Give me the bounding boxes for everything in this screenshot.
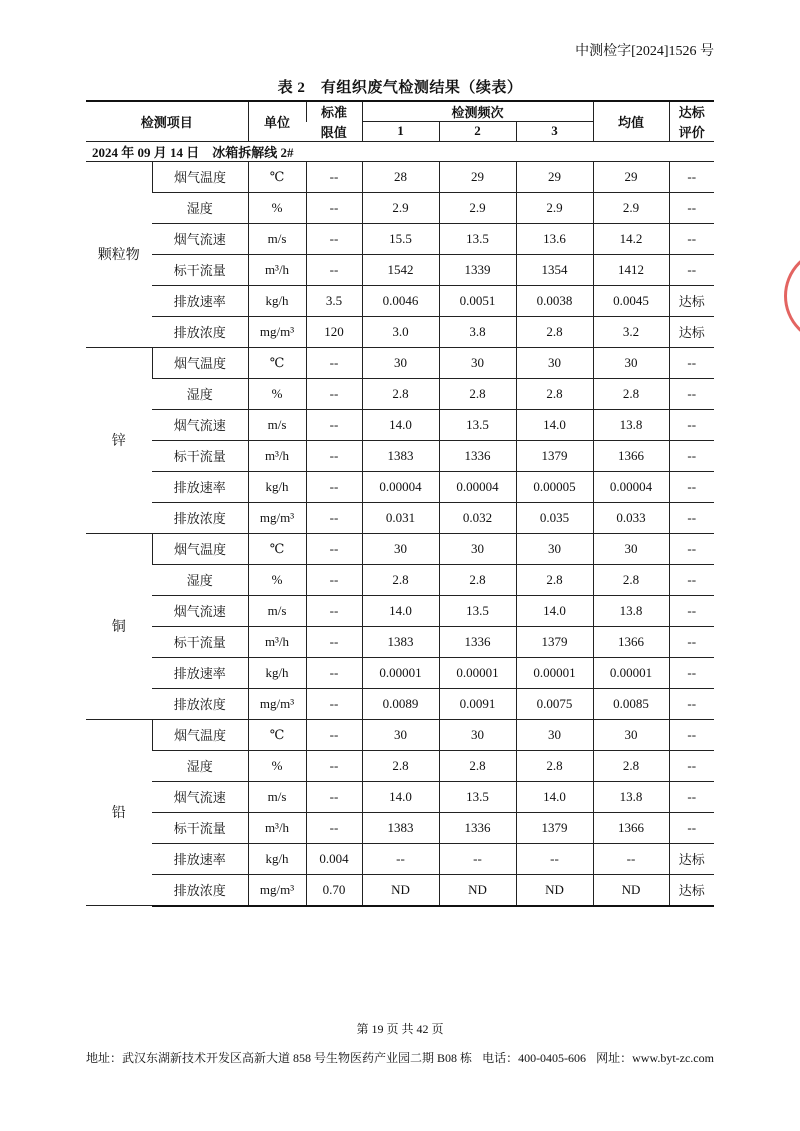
limit-cell: 0.70: [306, 874, 362, 906]
value-1-cell: 28: [362, 161, 439, 192]
table-row: [86, 843, 714, 874]
average-cell: 30: [593, 533, 669, 564]
unit-cell: m/s: [248, 595, 306, 626]
limit-cell: --: [306, 471, 362, 502]
average-cell: 13.8: [593, 595, 669, 626]
average-cell: 0.00001: [593, 657, 669, 688]
average-cell: 1366: [593, 626, 669, 657]
param-cell: 标干流量: [152, 812, 248, 843]
unit-cell: m³/h: [248, 812, 306, 843]
value-2-cell: 2.8: [439, 750, 516, 781]
unit-cell: kg/h: [248, 285, 306, 316]
evaluation-cell: --: [669, 502, 714, 533]
evaluation-cell: --: [669, 595, 714, 626]
pollutant-name: 铜: [86, 533, 152, 719]
average-cell: 13.8: [593, 781, 669, 812]
param-cell: 湿度: [152, 192, 248, 223]
value-3-cell: 2.9: [516, 192, 593, 223]
limit-cell: --: [306, 564, 362, 595]
param-cell: 烟气流速: [152, 409, 248, 440]
value-3-cell: 2.8: [516, 750, 593, 781]
unit-cell: ℃: [248, 719, 306, 750]
value-3-cell: 0.0075: [516, 688, 593, 719]
table-row: [86, 254, 714, 285]
value-1-cell: 0.031: [362, 502, 439, 533]
unit-cell: kg/h: [248, 843, 306, 874]
table-row: [86, 161, 714, 192]
table-row: [86, 192, 714, 223]
value-2-cell: 1336: [439, 812, 516, 843]
table-row: [86, 347, 714, 378]
value-3-cell: 1379: [516, 626, 593, 657]
header-eval-line2: 评价: [669, 122, 714, 142]
evaluation-cell: --: [669, 254, 714, 285]
limit-cell: --: [306, 192, 362, 223]
param-cell: 排放浓度: [152, 874, 248, 906]
value-3-cell: 0.00005: [516, 471, 593, 502]
unit-cell: m³/h: [248, 440, 306, 471]
evaluation-cell: --: [669, 657, 714, 688]
unit-cell: kg/h: [248, 471, 306, 502]
value-1-cell: 0.0046: [362, 285, 439, 316]
param-cell: 排放浓度: [152, 502, 248, 533]
table-row: [86, 874, 714, 906]
evaluation-cell: 达标: [669, 843, 714, 874]
unit-cell: m/s: [248, 781, 306, 812]
table-row: [86, 285, 714, 316]
page-number: 第 19 页 共 42 页: [356, 1022, 444, 1036]
limit-cell: --: [306, 254, 362, 285]
value-1-cell: 1383: [362, 812, 439, 843]
limit-cell: --: [306, 533, 362, 564]
param-cell: 排放速率: [152, 843, 248, 874]
limit-cell: --: [306, 502, 362, 533]
limit-cell: --: [306, 161, 362, 192]
evaluation-cell: 达标: [669, 285, 714, 316]
limit-cell: --: [306, 347, 362, 378]
unit-cell: %: [248, 378, 306, 409]
param-cell: 排放速率: [152, 657, 248, 688]
unit-cell: mg/m³: [248, 316, 306, 347]
param-cell: 烟气流速: [152, 781, 248, 812]
value-3-cell: 2.8: [516, 564, 593, 595]
unit-cell: m/s: [248, 223, 306, 254]
table-row: [86, 595, 714, 626]
value-3-cell: 30: [516, 347, 593, 378]
limit-cell: --: [306, 657, 362, 688]
table-row: [86, 564, 714, 595]
value-1-cell: 2.8: [362, 564, 439, 595]
average-cell: 2.8: [593, 378, 669, 409]
param-cell: 排放浓度: [152, 316, 248, 347]
value-3-cell: 2.8: [516, 316, 593, 347]
average-cell: 3.2: [593, 316, 669, 347]
value-1-cell: 0.0089: [362, 688, 439, 719]
value-1-cell: 14.0: [362, 409, 439, 440]
table-row: [86, 533, 714, 564]
param-cell: 标干流量: [152, 440, 248, 471]
value-3-cell: --: [516, 843, 593, 874]
param-cell: 排放速率: [152, 471, 248, 502]
table-row: [86, 440, 714, 471]
limit-cell: --: [306, 750, 362, 781]
average-cell: 1366: [593, 440, 669, 471]
limit-cell: --: [306, 223, 362, 254]
evaluation-cell: --: [669, 781, 714, 812]
header-eval-line1: 达标: [669, 101, 714, 122]
table-title: 表 2 有组织废气检测结果（续表）: [277, 80, 523, 96]
unit-cell: %: [248, 192, 306, 223]
evaluation-cell: 达标: [669, 874, 714, 906]
average-cell: 0.033: [593, 502, 669, 533]
param-cell: 湿度: [152, 750, 248, 781]
value-2-cell: 30: [439, 347, 516, 378]
evaluation-cell: --: [669, 626, 714, 657]
table-row: [86, 657, 714, 688]
value-2-cell: 30: [439, 533, 516, 564]
average-cell: 2.8: [593, 750, 669, 781]
average-cell: 1366: [593, 812, 669, 843]
table-row: [86, 688, 714, 719]
param-cell: 排放速率: [152, 285, 248, 316]
param-cell: 标干流量: [152, 254, 248, 285]
sampling-date-line: 2024 年 09 月 14 日 冰箱拆解线 2#: [86, 141, 714, 161]
value-1-cell: 1542: [362, 254, 439, 285]
evaluation-cell: --: [669, 719, 714, 750]
value-3-cell: 1379: [516, 440, 593, 471]
param-cell: 烟气温度: [152, 161, 248, 192]
limit-cell: --: [306, 626, 362, 657]
value-2-cell: 3.8: [439, 316, 516, 347]
value-1-cell: 30: [362, 719, 439, 750]
value-2-cell: 1336: [439, 626, 516, 657]
value-1-cell: 2.9: [362, 192, 439, 223]
value-2-cell: 1339: [439, 254, 516, 285]
table-row: [86, 409, 714, 440]
param-cell: 烟气流速: [152, 595, 248, 626]
value-1-cell: 14.0: [362, 595, 439, 626]
value-3-cell: 29: [516, 161, 593, 192]
table-row: [86, 781, 714, 812]
evaluation-cell: --: [669, 409, 714, 440]
value-1-cell: ND: [362, 874, 439, 906]
average-cell: 29: [593, 161, 669, 192]
header-limit-line2: 限值: [306, 122, 362, 142]
footer-contact: [86, 1049, 714, 1066]
value-2-cell: 13.5: [439, 595, 516, 626]
unit-cell: mg/m³: [248, 502, 306, 533]
average-cell: ND: [593, 874, 669, 906]
header-freq-3: 3: [516, 122, 593, 142]
value-1-cell: 30: [362, 533, 439, 564]
footer-website: 网址：www.byt-zc.com: [596, 1051, 714, 1065]
value-3-cell: 0.0038: [516, 285, 593, 316]
average-cell: 13.8: [593, 409, 669, 440]
unit-cell: %: [248, 564, 306, 595]
average-cell: 30: [593, 347, 669, 378]
header-limit-line1: 标准: [306, 101, 362, 122]
value-3-cell: 14.0: [516, 781, 593, 812]
value-2-cell: 0.0051: [439, 285, 516, 316]
unit-cell: m/s: [248, 409, 306, 440]
evaluation-cell: 达标: [669, 316, 714, 347]
average-cell: 14.2: [593, 223, 669, 254]
value-1-cell: 14.0: [362, 781, 439, 812]
header-freq-2: 2: [439, 122, 516, 142]
average-cell: 0.00004: [593, 471, 669, 502]
table-row: [86, 223, 714, 254]
evaluation-cell: --: [669, 378, 714, 409]
param-cell: 烟气温度: [152, 719, 248, 750]
param-cell: 烟气流速: [152, 223, 248, 254]
value-2-cell: 2.9: [439, 192, 516, 223]
value-1-cell: 0.00001: [362, 657, 439, 688]
emission-results-table: [86, 100, 714, 907]
value-3-cell: 30: [516, 533, 593, 564]
evaluation-cell: --: [669, 812, 714, 843]
table-row: [86, 719, 714, 750]
value-3-cell: 0.00001: [516, 657, 593, 688]
average-cell: 2.8: [593, 564, 669, 595]
value-2-cell: 13.5: [439, 223, 516, 254]
value-1-cell: 1383: [362, 440, 439, 471]
value-2-cell: 2.8: [439, 564, 516, 595]
value-2-cell: 0.0091: [439, 688, 516, 719]
value-1-cell: 15.5: [362, 223, 439, 254]
table-row: [86, 750, 714, 781]
evaluation-cell: --: [669, 161, 714, 192]
param-cell: 湿度: [152, 564, 248, 595]
average-cell: 1412: [593, 254, 669, 285]
limit-cell: --: [306, 688, 362, 719]
footer-phone: 电话：400-0405-606: [482, 1051, 587, 1065]
evaluation-cell: --: [669, 564, 714, 595]
param-cell: 排放浓度: [152, 688, 248, 719]
value-2-cell: 2.8: [439, 378, 516, 409]
value-3-cell: 1354: [516, 254, 593, 285]
unit-cell: mg/m³: [248, 688, 306, 719]
unit-cell: mg/m³: [248, 874, 306, 906]
pollutant-name: 铅: [86, 719, 152, 906]
value-1-cell: 0.00004: [362, 471, 439, 502]
header-item: 检测项目: [86, 101, 248, 141]
limit-cell: 0.004: [306, 843, 362, 874]
table-row: [86, 626, 714, 657]
value-1-cell: 2.8: [362, 378, 439, 409]
value-2-cell: 29: [439, 161, 516, 192]
value-1-cell: 3.0: [362, 316, 439, 347]
value-3-cell: 13.6: [516, 223, 593, 254]
evaluation-cell: --: [669, 440, 714, 471]
evaluation-cell: --: [669, 688, 714, 719]
value-1-cell: 30: [362, 347, 439, 378]
table-row: [86, 502, 714, 533]
value-2-cell: 0.00004: [439, 471, 516, 502]
value-2-cell: 30: [439, 719, 516, 750]
value-3-cell: 14.0: [516, 409, 593, 440]
value-1-cell: 2.8: [362, 750, 439, 781]
evaluation-cell: --: [669, 750, 714, 781]
evaluation-cell: --: [669, 192, 714, 223]
table-row: [86, 316, 714, 347]
value-2-cell: --: [439, 843, 516, 874]
unit-cell: ℃: [248, 533, 306, 564]
limit-cell: --: [306, 409, 362, 440]
value-2-cell: 13.5: [439, 409, 516, 440]
param-cell: 湿度: [152, 378, 248, 409]
limit-cell: --: [306, 440, 362, 471]
value-3-cell: 1379: [516, 812, 593, 843]
table-row: [86, 812, 714, 843]
footer-address: 地址：武汉东湖新技术开发区高新大道 858 号生物医药产业园二期 B08 栋: [86, 1051, 473, 1065]
unit-cell: kg/h: [248, 657, 306, 688]
evaluation-cell: --: [669, 223, 714, 254]
value-2-cell: 13.5: [439, 781, 516, 812]
average-cell: 2.9: [593, 192, 669, 223]
table-row: [86, 378, 714, 409]
header-freq-1: 1: [362, 122, 439, 142]
table-row: [86, 471, 714, 502]
unit-cell: %: [248, 750, 306, 781]
evaluation-cell: --: [669, 347, 714, 378]
header-average: 均值: [593, 101, 669, 141]
limit-cell: 3.5: [306, 285, 362, 316]
value-2-cell: 0.032: [439, 502, 516, 533]
value-3-cell: ND: [516, 874, 593, 906]
pollutant-name: 锌: [86, 347, 152, 533]
header-unit: 单位: [248, 101, 306, 141]
average-cell: 30: [593, 719, 669, 750]
param-cell: 烟气温度: [152, 347, 248, 378]
average-cell: 0.0085: [593, 688, 669, 719]
limit-cell: --: [306, 719, 362, 750]
unit-cell: m³/h: [248, 626, 306, 657]
value-1-cell: 1383: [362, 626, 439, 657]
report-number: 中测检字[2024]1526 号: [575, 44, 714, 59]
official-seal-partial: [778, 248, 800, 338]
value-2-cell: 1336: [439, 440, 516, 471]
limit-cell: 120: [306, 316, 362, 347]
unit-cell: ℃: [248, 161, 306, 192]
limit-cell: --: [306, 595, 362, 626]
value-3-cell: 30: [516, 719, 593, 750]
limit-cell: --: [306, 812, 362, 843]
value-2-cell: ND: [439, 874, 516, 906]
pollutant-name: 颗粒物: [86, 161, 152, 347]
limit-cell: --: [306, 378, 362, 409]
average-cell: --: [593, 843, 669, 874]
value-3-cell: 14.0: [516, 595, 593, 626]
unit-cell: ℃: [248, 347, 306, 378]
evaluation-cell: --: [669, 471, 714, 502]
limit-cell: --: [306, 781, 362, 812]
value-2-cell: 0.00001: [439, 657, 516, 688]
evaluation-cell: --: [669, 533, 714, 564]
header-frequency: 检测频次: [362, 101, 593, 122]
param-cell: 标干流量: [152, 626, 248, 657]
value-1-cell: --: [362, 843, 439, 874]
param-cell: 烟气温度: [152, 533, 248, 564]
unit-cell: m³/h: [248, 254, 306, 285]
average-cell: 0.0045: [593, 285, 669, 316]
value-3-cell: 2.8: [516, 378, 593, 409]
value-3-cell: 0.035: [516, 502, 593, 533]
